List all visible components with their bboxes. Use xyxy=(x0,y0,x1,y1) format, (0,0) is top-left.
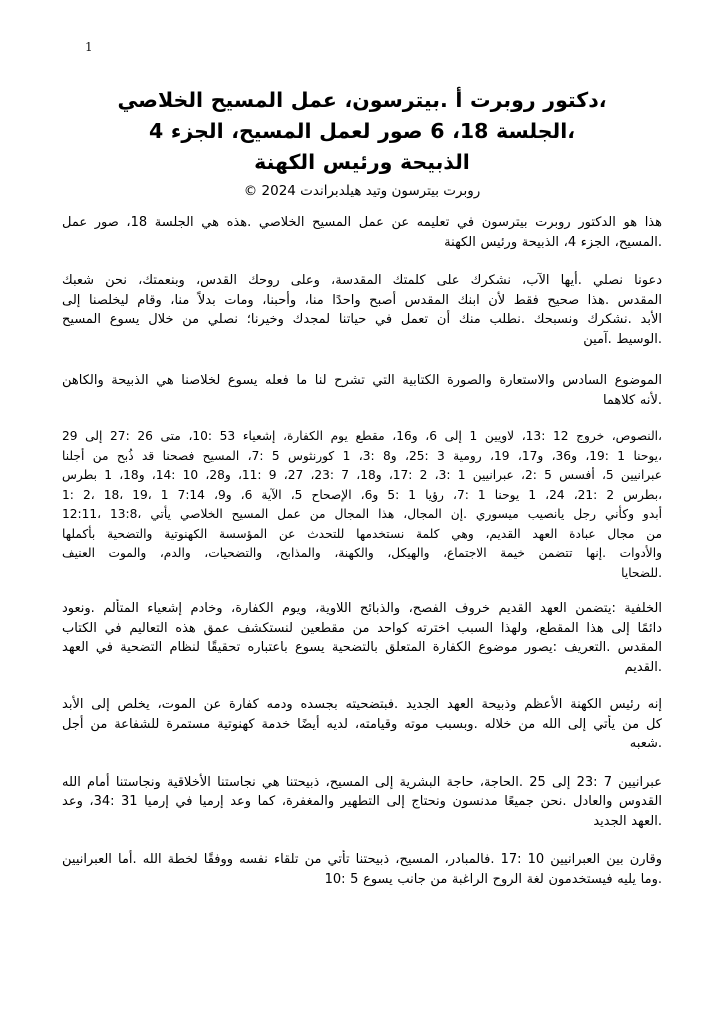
text-line: كل من يأتي إلى الله من خلاله .وبسبب موته وقيامته، لديه أيضًا خدمة كهنوتية مستمرة للشفاعة من أجل xyxy=(62,716,662,732)
document-title xyxy=(62,85,662,178)
page-number: 1 xyxy=(85,40,93,54)
paragraph-scripture-references xyxy=(62,427,662,583)
paragraph-hebrews-10 xyxy=(62,850,662,889)
text-line: دعونا نصلي .أيها الآب، نشكرك على كلمتك المقدسة، وعلى روحك القدس، وبنعمتك، نحن شعبك xyxy=(62,273,662,288)
paragraph-intro xyxy=(62,213,662,252)
text-line: الأبد .نشكرك ونسبحك .نطلب منك أن تعمل في حياتنا لمجدك وخيرنا؛ نصلي من خلال يسوع المسيح xyxy=(62,312,662,327)
text-line: ،النصوص، خروج 12 :13، لاويين 1 إلى 6، و16، مقطع يوم الكفارة، إشعياء 53 :10، متى 26 :27 إلى 29 xyxy=(62,429,662,443)
text-line: الخلفية :يتضمن العهد القديم خروف الفصح، والذبائح اللاوية، ويوم الكفارة، وخادم إشعياء المتألم .ونعود xyxy=(62,601,662,616)
text-line: المقدس .التعريف :يصور موضوع الكفارة المتعلق بالتضحية يسوع باعتباره تحقيقًا لنظام التضحية في العهد xyxy=(62,640,662,655)
paragraph-topic xyxy=(62,371,662,410)
text-line: .القديم xyxy=(624,659,662,675)
text-line: من مجال عبادة العهد القديم، وهي كلمة نستخدمها للتحدث عن المؤسسة الكهنوتية والتضحية بأكملها xyxy=(62,526,662,541)
text-line: عبرانيين 5، أفسس 5 :2، عبرانيين 1 :3، 2 :17، و18، 7 :23، 27، 9 :11، و28، 10 :14، و18، 1 بطرس xyxy=(62,468,662,482)
text-line: أبدو وكأني رجل يانصيب ميسوري .إن المجال، هذا المجال من عمل المسيح الخلاصي يأتي ،13:8 ،12:11 xyxy=(62,507,662,521)
text-line: القدوس والعادل .نحن جميعًا مدنسون ونحتاج إلى التطهير والمغفرة، كما وعد إرميا في إرميا 31 :34، وعد xyxy=(62,794,662,809)
text-line: المقدس .هذا صحيح فقط لأن ابنك المقدس أصبح واحدًا منا، وأحبنا، ومات بدلاً منا، وقام ليخلصنا إلى xyxy=(62,292,662,308)
text-line: إنه رئيس الكهنة الأعظم وذبيحة العهد الجديد .فبتضحيته بجسده ودمه كفارة عن الموت، يخلص إلى الأبد xyxy=(62,697,662,712)
text-line: ،دكتور روبرت أ .بيترسون، عمل المسيح الخلاصي xyxy=(117,88,607,112)
text-line: .للضحايا xyxy=(621,565,662,580)
text-line: .العهد الجديد xyxy=(593,813,662,829)
text-line: ،الجلسة 18، 6 صور لعمل المسيح، الجزء 4 xyxy=(148,119,576,143)
text-line: .الوسيط .آمين xyxy=(583,331,662,347)
text-line: الموضوع السادس والاستعارة والصورة الكتابية التي تشرح لنا ما فعله يسوع لخلاصنا هي الذبيحة والكاهن xyxy=(62,373,662,388)
text-line: ،يوحنا 1 :19، و36، و17، 19، رومية 3 :25، و8 :3، 1 كورنثوس 5 :7، المسيح فصحنا قد ذُبح من أجلنا xyxy=(62,448,662,463)
text-line: ،بطرس 2 :21، 24، 1 يوحنا 1 :7، رؤيا 1 :5 و6، الإصحاح 5، الآية 6، و9، 7:14 1 ،19 ،18 ،2 :1 xyxy=(62,487,662,502)
paragraph-hebrews-7 xyxy=(62,773,662,832)
text-line: .المسيح، الجزء 4، الذبيحة ورئيس الكهنة xyxy=(444,234,662,250)
text-line: الذبيحة ورئيس الكهنة xyxy=(254,150,470,174)
text-line: هذا هو الدكتور روبرت بيترسون في تعليمه عن عمل المسيح الخلاصي .هذه هي الجلسة 18، صور عمل xyxy=(62,215,662,230)
text-line: .لأنه كلاهما xyxy=(602,392,662,408)
text-line: والأدوات .إنها تتضمن خيمة الاجتماع، والهيكل، والكهنة، والمذابح، والتضحيات، والدم، والموت العنيف xyxy=(62,546,662,560)
text-line: وقارن بين العبرانيين 10 :17 .فالمبادر، المسيح، ذبيحتنا تأتي من تلقاء نفسه ووفقًا لخطة الله .أما العبرانيين xyxy=(62,852,662,867)
document-content xyxy=(62,0,662,889)
text-line: .وما يليه فيستخدمون لغة الروح الراغبة من جانب يسوع 5 :10 xyxy=(324,871,662,887)
paragraph-prayer xyxy=(62,271,662,349)
copyright-line: روبرت بيترسون وتيد هيلدبراندت 2024 © xyxy=(243,183,481,199)
paragraph-background xyxy=(62,599,662,677)
paragraph-high-priest xyxy=(62,695,662,754)
text-line: عبرانيين 7 :23 إلى 25 .الحاجة، حاجة البشرية إلى المسيح، ذبيحتنا هي نجاستنا الأخلاقية ونجاستنا أمام الله xyxy=(62,774,662,790)
text-line: دائمًا إلى هذا المقطع، ولهذا السبب اخترته كواحد من مقطعين لنستكشف عمق هذه التعاليم في الكتاب xyxy=(62,620,662,636)
text-line: .شعبه xyxy=(629,736,662,751)
